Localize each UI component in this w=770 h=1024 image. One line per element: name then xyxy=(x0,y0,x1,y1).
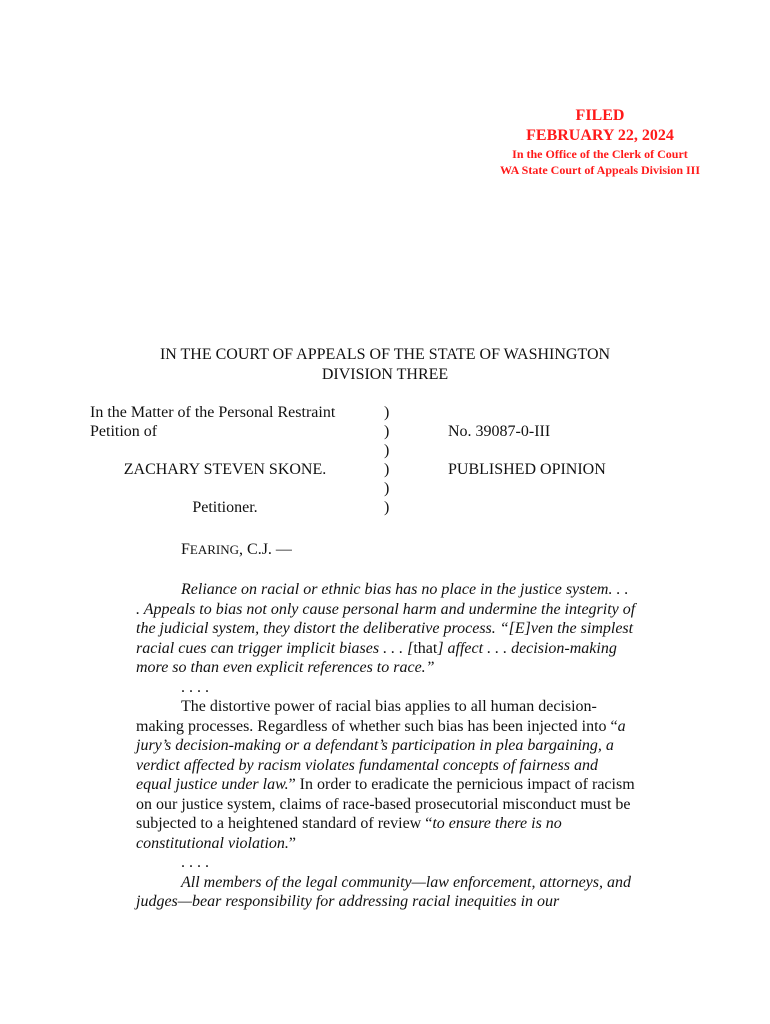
paren: ) xyxy=(384,461,390,478)
petitioner-name: ZACHARY STEVEN SKONE. xyxy=(123,461,327,478)
quote-text-italic: a jury’s decision-making or a defendant’s participation in plea bargaining, a verdict affected by racism violates fundamental concepts of fairness and equal justice under law. xyxy=(136,717,626,793)
paren: ) xyxy=(384,423,390,440)
judge-initial: F xyxy=(181,541,190,558)
caption-parentheses xyxy=(384,403,389,517)
quote-paragraph-3: All members of the legal community—law enforcement, attorneys, and judges—bear responsibility for addressing racial inequities in our xyxy=(136,873,631,910)
case-caption-left xyxy=(90,403,360,517)
matter-line-2: Petition of xyxy=(90,423,158,440)
quote-ellipsis: . . . . xyxy=(181,678,209,696)
quote-text: ] affect . . . decision-making more so than even explicit references to race.” xyxy=(136,639,617,676)
block-quote xyxy=(136,580,636,912)
matter-line-1: In the Matter of the Personal Restraint xyxy=(90,404,336,421)
quote-text: Reliance on racial or ethnic bias has no place in the justice system. . . . Appeals to bias not only cause personal harm and undermine the integrity of the judicial system, they distort the deliberative process. “[E]ven the simplest racial cues can trigger implicit biases . . . [ xyxy=(136,581,636,657)
quote-text-upright: that xyxy=(413,639,438,657)
judge-title: , C.J. — xyxy=(239,541,292,558)
quote-text: ” In order to eradicate the pernicious impact of racism on our justice system, claims of race-based prosecutorial misconduct must be subjected to a heightened standard of review “ xyxy=(136,776,635,832)
paren: ) xyxy=(384,499,390,516)
court-division: DIVISION THREE xyxy=(321,366,449,383)
opinion-type: PUBLISHED OPINION xyxy=(448,461,606,478)
quote-ellipsis: . . . . xyxy=(181,854,209,871)
court-header xyxy=(0,345,770,385)
paren: ) xyxy=(384,404,390,421)
case-caption-right xyxy=(448,403,606,479)
stamp-court: WA State Court of Appeals Division III xyxy=(499,163,701,177)
quote-text: The distortive power of racial bias applies to all human decision-making processes. Regardless of whether such bias has been injected into “ xyxy=(136,698,618,735)
petitioner-role: Petitioner. xyxy=(192,499,258,516)
court-name: IN THE COURT OF APPEALS OF THE STATE OF WASHINGTON xyxy=(159,346,611,363)
stamp-date: FEBRUARY 22, 2024 xyxy=(526,127,674,144)
judge-name-smallcaps: EARING xyxy=(189,542,240,557)
stamp-office: In the Office of the Clerk of Court xyxy=(512,147,688,161)
quote-text: ” xyxy=(288,834,296,852)
paren: ) xyxy=(384,480,390,497)
stamp-filed: FILED xyxy=(575,107,625,124)
quote-paragraph-1 xyxy=(136,580,636,678)
case-number: No. 39087-0-III xyxy=(448,423,551,440)
quote-text-italic: to ensure there is no constitutional violation. xyxy=(136,815,562,852)
paren: ) xyxy=(384,442,390,459)
quote-paragraph-2 xyxy=(136,697,636,853)
judge-attribution xyxy=(181,540,292,560)
filing-stamp xyxy=(470,106,730,178)
